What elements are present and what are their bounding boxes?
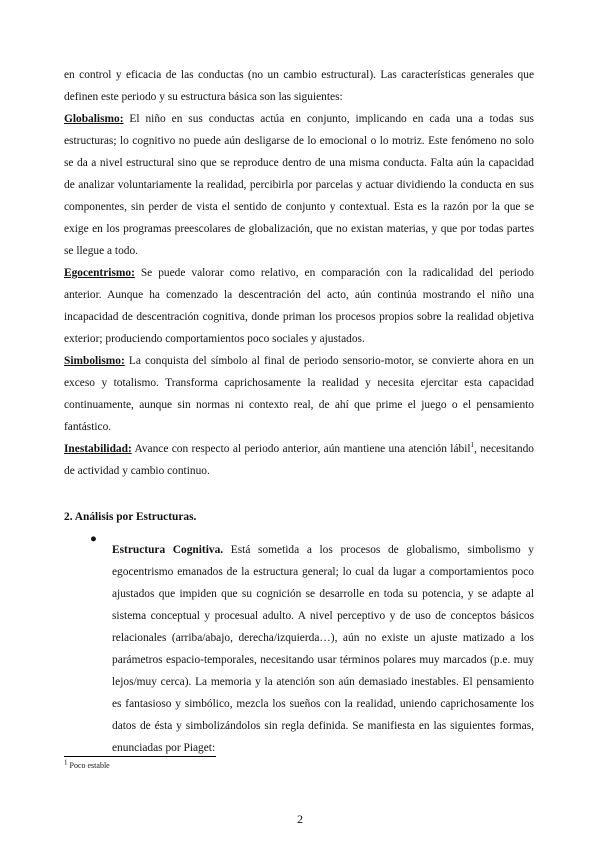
paragraph-inestabilidad xyxy=(64,438,534,482)
bullet-title: Estructura Cognitiva. xyxy=(112,544,224,557)
term-globalismo: Globalismo: xyxy=(64,113,124,125)
intro-paragraph: en control y eficacia de las conductas (no un cambio estructural). Las características generales que definen este periodo y su estructura básica son las siguientes: xyxy=(64,69,534,103)
text-egocentrismo: Se puede valorar como relativo, en comparación con la radicalidad del periodo anterior. Aunque ha comenzado la descentración del acto, aún continúa mostrando el niño una incapacidad de descentración cognitiva, donde priman los procesos propios sobre la realidad objetiva exterior; produciendo comportamientos poco sociales y ajustados. xyxy=(64,267,534,345)
paragraph-globalismo xyxy=(64,108,534,262)
text-inestabilidad-end: , necesitando de actividad y cambio continuo. xyxy=(64,443,534,477)
footnote xyxy=(64,760,110,772)
term-simbolismo: Simbolismo: xyxy=(64,355,125,367)
term-inestabilidad: Inestabilidad: xyxy=(64,443,132,455)
footnote-text: Poco estable xyxy=(67,761,110,770)
text-simbolismo: La conquista del símbolo al final de periodo sensorio-motor, se convierte ahora en un exceso y totalismo. Transforma caprichosamente la realidad y necesita ejercitar esta capacidad continuamente, aunque sin normas ni contexto real, de ahí que prime el juego o el pensamiento fantástico. xyxy=(64,355,534,433)
bullet-paragraph xyxy=(112,539,534,759)
section-heading: 2. Análisis por Estructuras. xyxy=(64,511,197,523)
bullet-icon: ● xyxy=(90,533,97,545)
paragraph-simbolismo xyxy=(64,350,534,438)
footnote-mark: 1 xyxy=(64,758,68,767)
list-item-estructura-cognitiva xyxy=(86,528,534,771)
body-text xyxy=(64,64,534,482)
paragraph-egocentrismo xyxy=(64,262,534,350)
page-number: 2 xyxy=(297,812,303,826)
text-globalismo: El niño en sus conductas actúa en conjunto, implicando en cada una a todas sus estructuras; lo cognitivo no puede aún desligarse de lo emocional o lo motriz. Este fenómeno no solo se da a nivel estructural sino que se reproduce dentro de una misma conducta. Falta aún la capacidad de analizar voluntariamente la realidad, percibirla por parcelas y actuar dividiendo la conducta en sus componentes, sin perder de vista el sentido de conjunto y contextual. Esta es la razón por la que se exige en los programas preescolares de globalización, que no existan materias, y que por todas partes se llegue a todo. xyxy=(64,113,534,257)
footnote-divider xyxy=(64,756,216,757)
footnote-reference[interactable]: 1 xyxy=(470,441,475,450)
bullet-body: Está sometida a los procesos de globalismo, simbolismo y egocentrismo emanados de la estructura general; lo cual da lugar a comportamientos poco ajustados que impiden que su cognición se desarrolle en toda su potencia, y se adapte al sistema conceptual y procesual adulto. A nivel perceptivo y de uso de conceptos básicos relacionales (arriba/abajo, derecha/izquierda…), aún no existe un ajuste matizado a los parámetros espacio-temporales, necesitando usar términos polares muy marcados (p.e. muy lejos/muy cerca). La memoria y la atención son aún demasiado inestables. El pensamiento es fantasioso y simbólico, mezcla los sueños con la realidad, uniendo caprichosamente los datos de ésta y simbolizándolos sin regla definida. Se manifiesta en las siguientes formas, enunciadas por Piaget: xyxy=(112,544,535,755)
text-inestabilidad: Avance con respecto al periodo anterior, aún mantiene una atención lábil xyxy=(131,443,471,455)
term-egocentrismo: Egocentrismo: xyxy=(64,267,135,279)
